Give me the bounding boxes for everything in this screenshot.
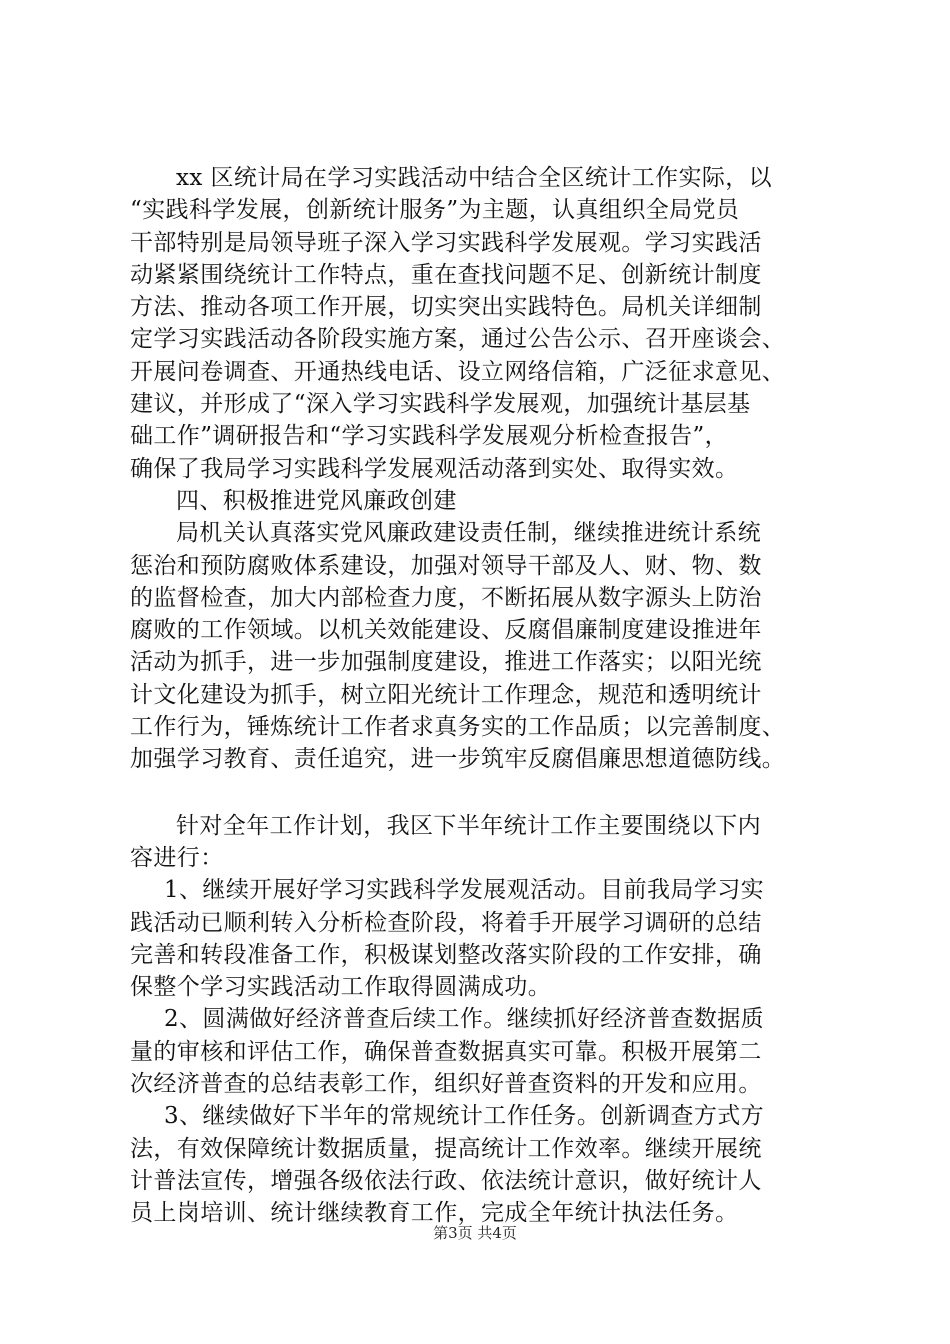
text-line: 计文化建设为抓手，树立阳光统计工作理念，规范和透明统计: [130, 681, 762, 708]
text-line: 员上岗培训、统计继续教育工作，完成全年统计执法任务。: [130, 1200, 739, 1227]
text-line: 3、继续做好下半年的常规统计工作任务。创新调查方式方: [164, 1103, 765, 1130]
text-line: 动紧紧围绕统计工作特点，重在查找问题不足、创新统计制度: [130, 261, 762, 288]
paragraph-plan-intro: [130, 810, 830, 875]
text-line: 容进行：: [130, 844, 224, 871]
text-line: 础工作”调研报告和“学习实践科学发展观分析检查报告”，: [130, 423, 729, 450]
text-line: 计普法宣传，增强各级依法行政、依法统计意识，做好统计人: [130, 1167, 762, 1194]
text-line: 的监督检查，加大内部检查力度，不断拓展从数字源头上防治: [130, 584, 762, 611]
text-line: 活动为抓手，进一步加强制度建设，推进工作落实；以阳光统: [130, 649, 762, 676]
plan-item-2: [130, 1003, 830, 1100]
text-line: “实践科学发展，创新统计服务”为主题，认真组织全局党员: [130, 197, 740, 224]
paragraph-gap: [130, 776, 830, 810]
text-line: 次经济普查的总结表彰工作，组织好普查资料的开发和应用。: [130, 1071, 762, 1098]
text-line: 保整个学习实践活动工作取得圆满成功。: [130, 974, 552, 1001]
text-line: xx 区统计局在学习实践活动中结合全区统计工作实际，以: [176, 165, 773, 191]
text-line: 完善和转段准备工作，积极谋划整改落实阶段的工作安排，确: [130, 941, 762, 968]
text-line: 建议，并形成了“深入学习实践科学发展观，加强统计基层基: [130, 391, 751, 418]
text-line: 方法、推动各项工作开展，切实突出实践特色。局机关详细制: [130, 294, 762, 321]
document-body: [130, 162, 830, 1230]
plan-item-3: [130, 1100, 830, 1229]
text-line: 干部特别是局领导班子深入学习实践科学发展观。学习实践活: [130, 229, 762, 256]
section-heading: 四、积极推进党风廉政创建: [176, 487, 457, 514]
text-line: 法，有效保障统计数据质量，提高统计工作效率。继续开展统: [130, 1135, 762, 1162]
text-line: 针对全年工作计划，我区下半年统计工作主要围绕以下内: [176, 812, 761, 839]
paragraph-study-practice: [130, 162, 830, 485]
text-line: 践活动已顺利转入分析检查阶段，将着手开展学习调研的总结: [130, 909, 762, 936]
text-line: 加强学习教育、责任追究，进一步筑牢反腐倡廉思想道德防线。: [130, 746, 786, 773]
text-line: 惩治和预防腐败体系建设，加强对领导干部及人、财、物、数: [130, 552, 762, 579]
text-line: 1、继续开展好学习实践科学发展观活动。目前我局学习实: [164, 877, 765, 904]
text-line: 局机关认真落实党风廉政建设责任制，继续推进统计系统: [176, 520, 761, 547]
page-footer: [0, 1222, 950, 1243]
text-line: 确保了我局学习实践科学发展观活动落到实处、取得实效。: [130, 455, 739, 482]
text-line: 工作行为，锤炼统计工作者求真务实的工作品质；以完善制度、: [130, 714, 786, 741]
page-number: 第3页 共4页: [433, 1224, 517, 1242]
text-line: 2、圆满做好经济普查后续工作。继续抓好经济普查数据质: [164, 1006, 765, 1033]
plan-item-1: [130, 874, 830, 1003]
text-line: 量的审核和评估工作，确保普查数据真实可靠。积极开展第二: [130, 1038, 762, 1065]
paragraph-anticorruption: [130, 517, 830, 775]
text-line: 腐败的工作领域。以机关效能建设、反腐倡廉制度建设推进年: [130, 617, 762, 644]
text-line: 定学习实践活动各阶段实施方案，通过公告公示、召开座谈会、: [130, 326, 786, 353]
text-line: 开展问卷调查、开通热线电话、设立网络信箱，广泛征求意见、: [130, 358, 786, 385]
